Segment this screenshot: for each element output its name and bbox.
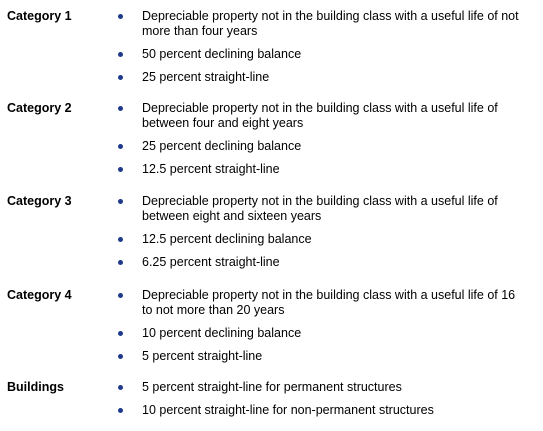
list-item bbox=[0, 162, 527, 177]
category-items-list bbox=[0, 288, 543, 372]
list-item bbox=[0, 101, 527, 131]
bullet-icon bbox=[118, 385, 123, 390]
category-label: Category 4 bbox=[7, 288, 72, 302]
list-item bbox=[0, 232, 527, 247]
category-items-list bbox=[0, 9, 543, 93]
list-item bbox=[0, 349, 527, 364]
category-label: Category 3 bbox=[7, 194, 72, 208]
category-label: Category 2 bbox=[7, 101, 72, 115]
list-item-text: Depreciable property not in the building class with a useful life of between eight and sixteen years bbox=[142, 194, 498, 223]
category-items-list bbox=[0, 194, 543, 278]
list-item bbox=[0, 403, 527, 418]
bullet-icon bbox=[118, 408, 123, 413]
category-label: Buildings bbox=[7, 380, 64, 394]
bullet-icon bbox=[118, 144, 123, 149]
list-item-text: 5 percent straight-line for permanent structures bbox=[142, 380, 402, 394]
list-item bbox=[0, 326, 527, 341]
list-item bbox=[0, 288, 527, 318]
list-item bbox=[0, 139, 527, 154]
list-item bbox=[0, 47, 527, 62]
list-item-text: 25 percent declining balance bbox=[142, 139, 302, 153]
list-item-text: 6.25 percent straight-line bbox=[142, 255, 280, 269]
bullet-icon bbox=[118, 14, 123, 19]
bullet-icon bbox=[118, 167, 123, 172]
bullet-icon bbox=[118, 331, 123, 336]
bullet-icon bbox=[118, 52, 123, 57]
list-item-text: 10 percent straight-line for non-permanent structures bbox=[142, 403, 434, 417]
list-item bbox=[0, 255, 527, 270]
category-label: Category 1 bbox=[7, 9, 72, 23]
list-item-text: 12.5 percent straight-line bbox=[142, 162, 280, 176]
list-item bbox=[0, 70, 527, 85]
list-item bbox=[0, 380, 527, 395]
category-items-list bbox=[0, 380, 543, 426]
bullet-icon bbox=[118, 237, 123, 242]
list-item-text: 10 percent declining balance bbox=[142, 326, 302, 340]
list-item bbox=[0, 9, 527, 39]
bullet-icon bbox=[118, 199, 123, 204]
list-item bbox=[0, 194, 527, 224]
bullet-icon bbox=[118, 106, 123, 111]
list-item-text: Depreciable property not in the building class with a useful life of between four and eight years bbox=[142, 101, 498, 130]
list-item-text: 25 percent straight-line bbox=[142, 70, 270, 84]
bullet-icon bbox=[118, 354, 123, 359]
list-item-text: Depreciable property not in the building class with a useful life of not more than four years bbox=[142, 9, 519, 38]
list-item-text: 5 percent straight-line bbox=[142, 349, 263, 363]
list-item-text: Depreciable property not in the building class with a useful life of 16 to not more than 20 years bbox=[142, 288, 516, 317]
bullet-icon bbox=[118, 75, 123, 80]
bullet-icon bbox=[118, 260, 123, 265]
list-item-text: 12.5 percent declining balance bbox=[142, 232, 312, 246]
bullet-icon bbox=[118, 293, 123, 298]
category-items-list bbox=[0, 101, 543, 185]
list-item-text: 50 percent declining balance bbox=[142, 47, 302, 61]
